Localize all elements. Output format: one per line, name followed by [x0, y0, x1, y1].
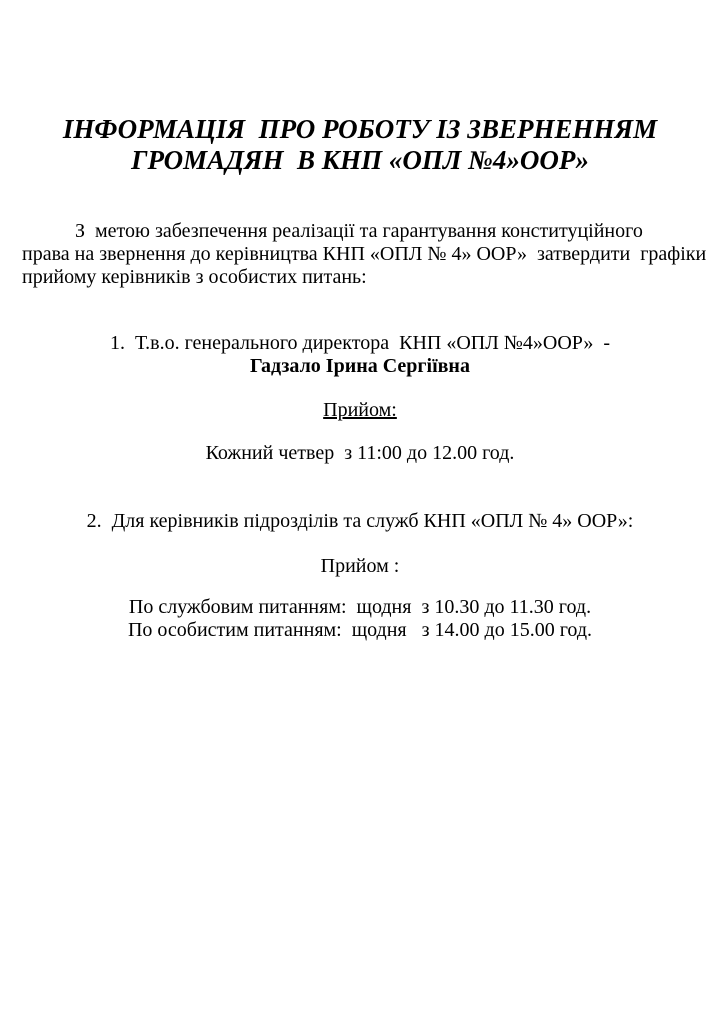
- title-line-2: ГРОМАДЯН В КНП «ОПЛ №4»ООР»: [131, 145, 589, 175]
- schedule-1-line: Кожний четвер з 11:00 до 12.00 год.: [205, 442, 515, 464]
- intro-line-2: права на звернення до керівництва КНП «ОПЛ № 4» ООР» затвердити графіки: [22, 243, 707, 265]
- intro-line-3: прийому керівників з особистих питань:: [22, 266, 367, 288]
- document-title: [22, 114, 698, 176]
- reception-1: [22, 399, 698, 422]
- item-1-director-name: Гадзало Ірина Сергіївна: [250, 355, 470, 377]
- item-1-text: 1. Т.в.о. генерального директора КНП «ОПЛ №4»ООР» -: [109, 332, 611, 354]
- reception-2-schedule: [22, 596, 698, 642]
- reception-2-label: Прийом :: [320, 555, 400, 577]
- reception-1-label: Прийом:: [323, 399, 397, 421]
- item-2: [22, 510, 698, 533]
- intro-paragraph: [22, 220, 707, 289]
- schedule-2-line-1: По службовим питанням: щодня з 10.30 до 11.30 год.: [128, 596, 592, 618]
- schedule-2-line-2: По особистим питанням: щодня з 14.00 до 15.00 год.: [127, 619, 593, 641]
- reception-1-schedule: [22, 442, 698, 465]
- item-2-text: 2. Для керівників підрозділів та служб КНП «ОПЛ № 4» ООР»:: [86, 510, 634, 532]
- item-1: [22, 332, 698, 378]
- intro-line-1: З метою забезпечення реалізації та гарантування конституційного: [75, 220, 643, 242]
- title-line-1: ІНФОРМАЦІЯ ПРО РОБОТУ ІЗ ЗВЕРНЕННЯМ: [62, 114, 658, 144]
- reception-2: [22, 555, 698, 578]
